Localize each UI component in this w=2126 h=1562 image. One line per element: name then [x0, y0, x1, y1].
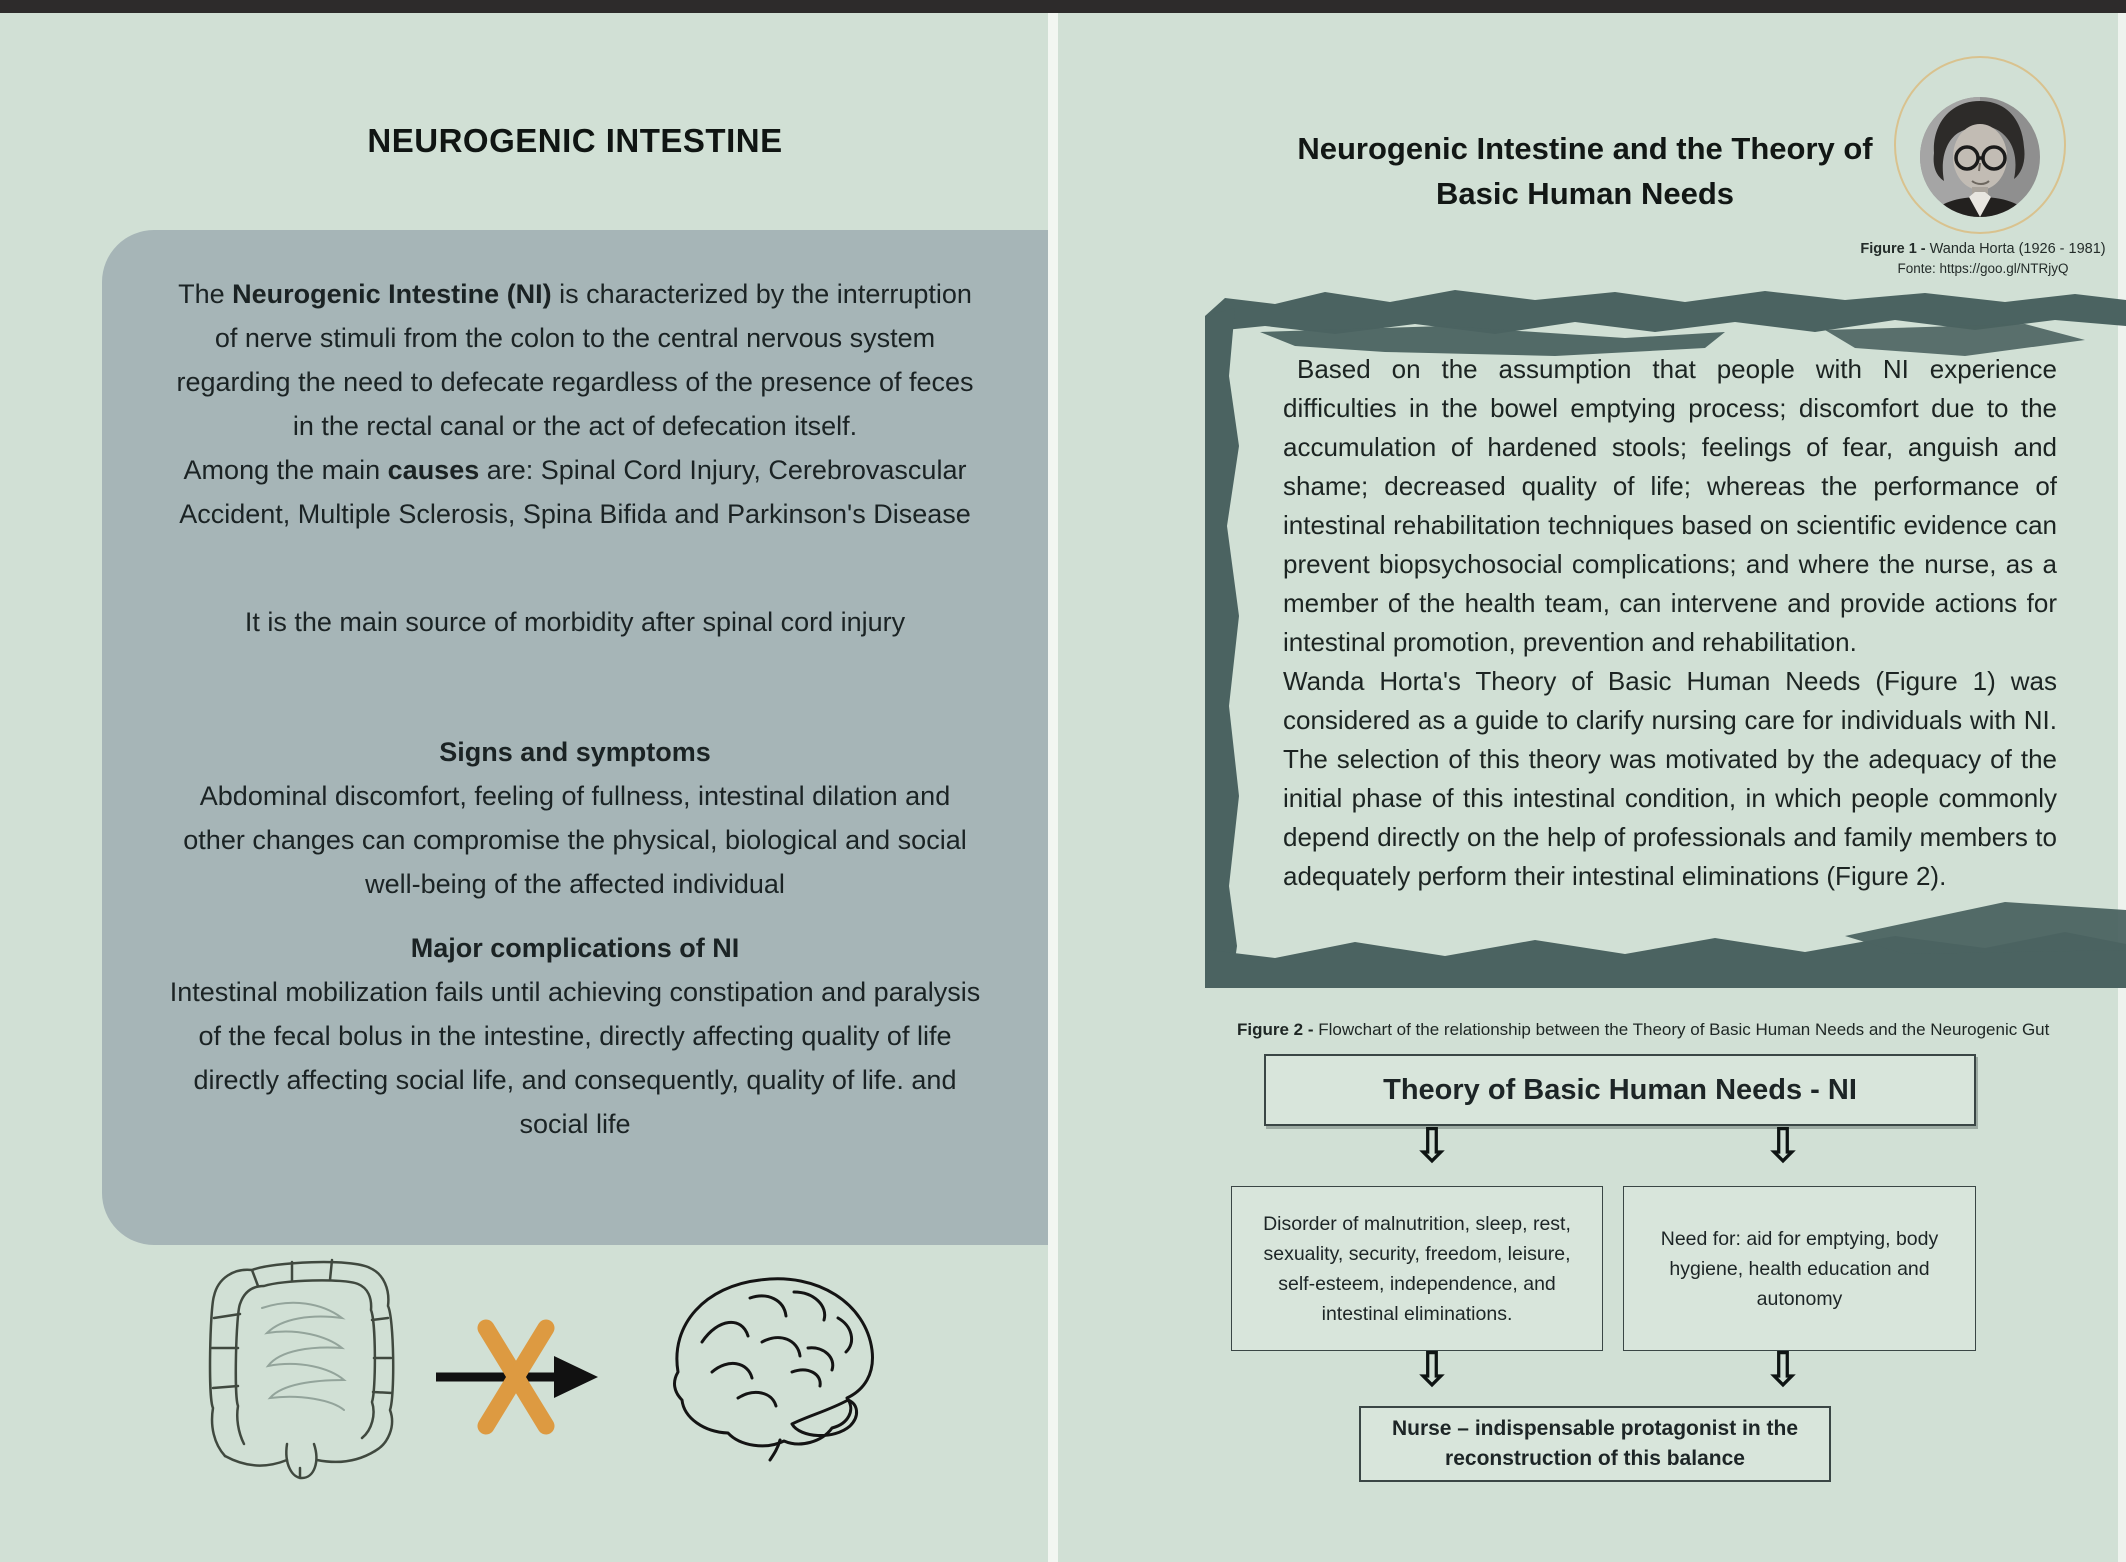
- right-page-title: Neurogenic Intestine and the Theory of Basic Human Needs: [1297, 131, 1873, 211]
- info-para-morbidity: It is the main source of morbidity after spinal cord injury: [244, 607, 906, 637]
- right-body-text: [1283, 350, 2057, 896]
- down-arrow-icon: ⇩: [1411, 1342, 1453, 1398]
- figure1-source: Fonte: https://goo.gl/NTRjyQ: [1897, 261, 2069, 276]
- complications-heading: Major complications of NI: [410, 933, 740, 963]
- down-arrow-icon: ⇩: [1762, 1342, 1804, 1398]
- info-para-causes: Among the main causes are: Spinal Cord Injury, Cerebrovascular Accident, Multiple Sclerosis, Spina Bifida and Parkinson's Disease: [179, 455, 971, 529]
- figure2-caption: Figure 2 - Flowchart of the relationship between the Theory of Basic Human Needs and the Neurogenic Gut: [1237, 1020, 2050, 1039]
- top-bar: [0, 0, 2126, 13]
- body-paragraph-2: Wanda Horta's Theory of Basic Human Needs (Figure 1) was considered as a guide to clarify nursing care for individuals with NI. The selection of this theory was motivated by the adequacy of the initial phase of this intestinal condition, in which people commonly depend directly on the help of professionals and family members to adequately perform their intestinal eliminations (Figure 2).: [1283, 666, 2057, 891]
- signs-symptoms-heading: Signs and symptoms: [439, 737, 711, 767]
- flowchart-bottom-box: Nurse – indispensable protagonist in the reconstruction of this balance: [1359, 1406, 1831, 1482]
- body-paragraph-1: Based on the assumption that people with NI experience difficulties in the bowel emptying process; discomfort due to the accumulation of hardened stools; feelings of fear, anguish and shame; decreased quality of life; whereas the performance of intestinal rehabilitation techniques based on scientific evidence can prevent biopsychosocial complications; and where the nurse, as a member of the health team, can intervene and provide actions for intestinal promotion, prevention and rehabilitation.: [1283, 354, 2057, 657]
- left-page-title: NEUROGENIC INTESTINE: [367, 122, 783, 159]
- flowchart-root-box: Theory of Basic Human Needs - NI: [1264, 1054, 1976, 1126]
- blocked-connection-arrow: [428, 1302, 603, 1447]
- info-para-definition: The Neurogenic Intestine (NI) is characterized by the interruption of nerve stimuli from the colon to the central nervous system regarding the need to defecate regardless of the presence of feces in the rectal canal or the act of defecation itself.: [176, 279, 974, 441]
- info-para-signs: Abdominal discomfort, feeling of fullness, intestinal dilation and other changes can compromise the physical, biological and social well-being of the affected individual: [183, 781, 967, 899]
- brain-illustration: [642, 1252, 892, 1464]
- info-box: [102, 230, 1048, 1245]
- page-divider: [1048, 13, 1058, 1562]
- portrait-photo: [1893, 55, 2067, 235]
- intestine-illustration: [192, 1248, 402, 1483]
- flowchart-left-box: Disorder of malnutrition, sleep, rest, sexuality, security, freedom, leisure, self-esteem, independence, and intestinal eliminations.: [1231, 1186, 1603, 1351]
- info-para-complications: Intestinal mobilization fails until achieving constipation and paralysis of the fecal bolus in the intestine, directly affecting quality of life directly affecting social life, and consequently, quality of life. and social life: [169, 977, 981, 1139]
- down-arrow-icon: ⇩: [1411, 1118, 1453, 1174]
- figure1-caption: Figure 1 - Wanda Horta (1926 - 1981) Fonte: https://goo.gl/NTRjyQ: [1843, 240, 2123, 278]
- down-arrow-icon: ⇩: [1762, 1118, 1804, 1174]
- flowchart-right-box: Need for: aid for emptying, body hygiene, health education and autonomy: [1623, 1186, 1976, 1351]
